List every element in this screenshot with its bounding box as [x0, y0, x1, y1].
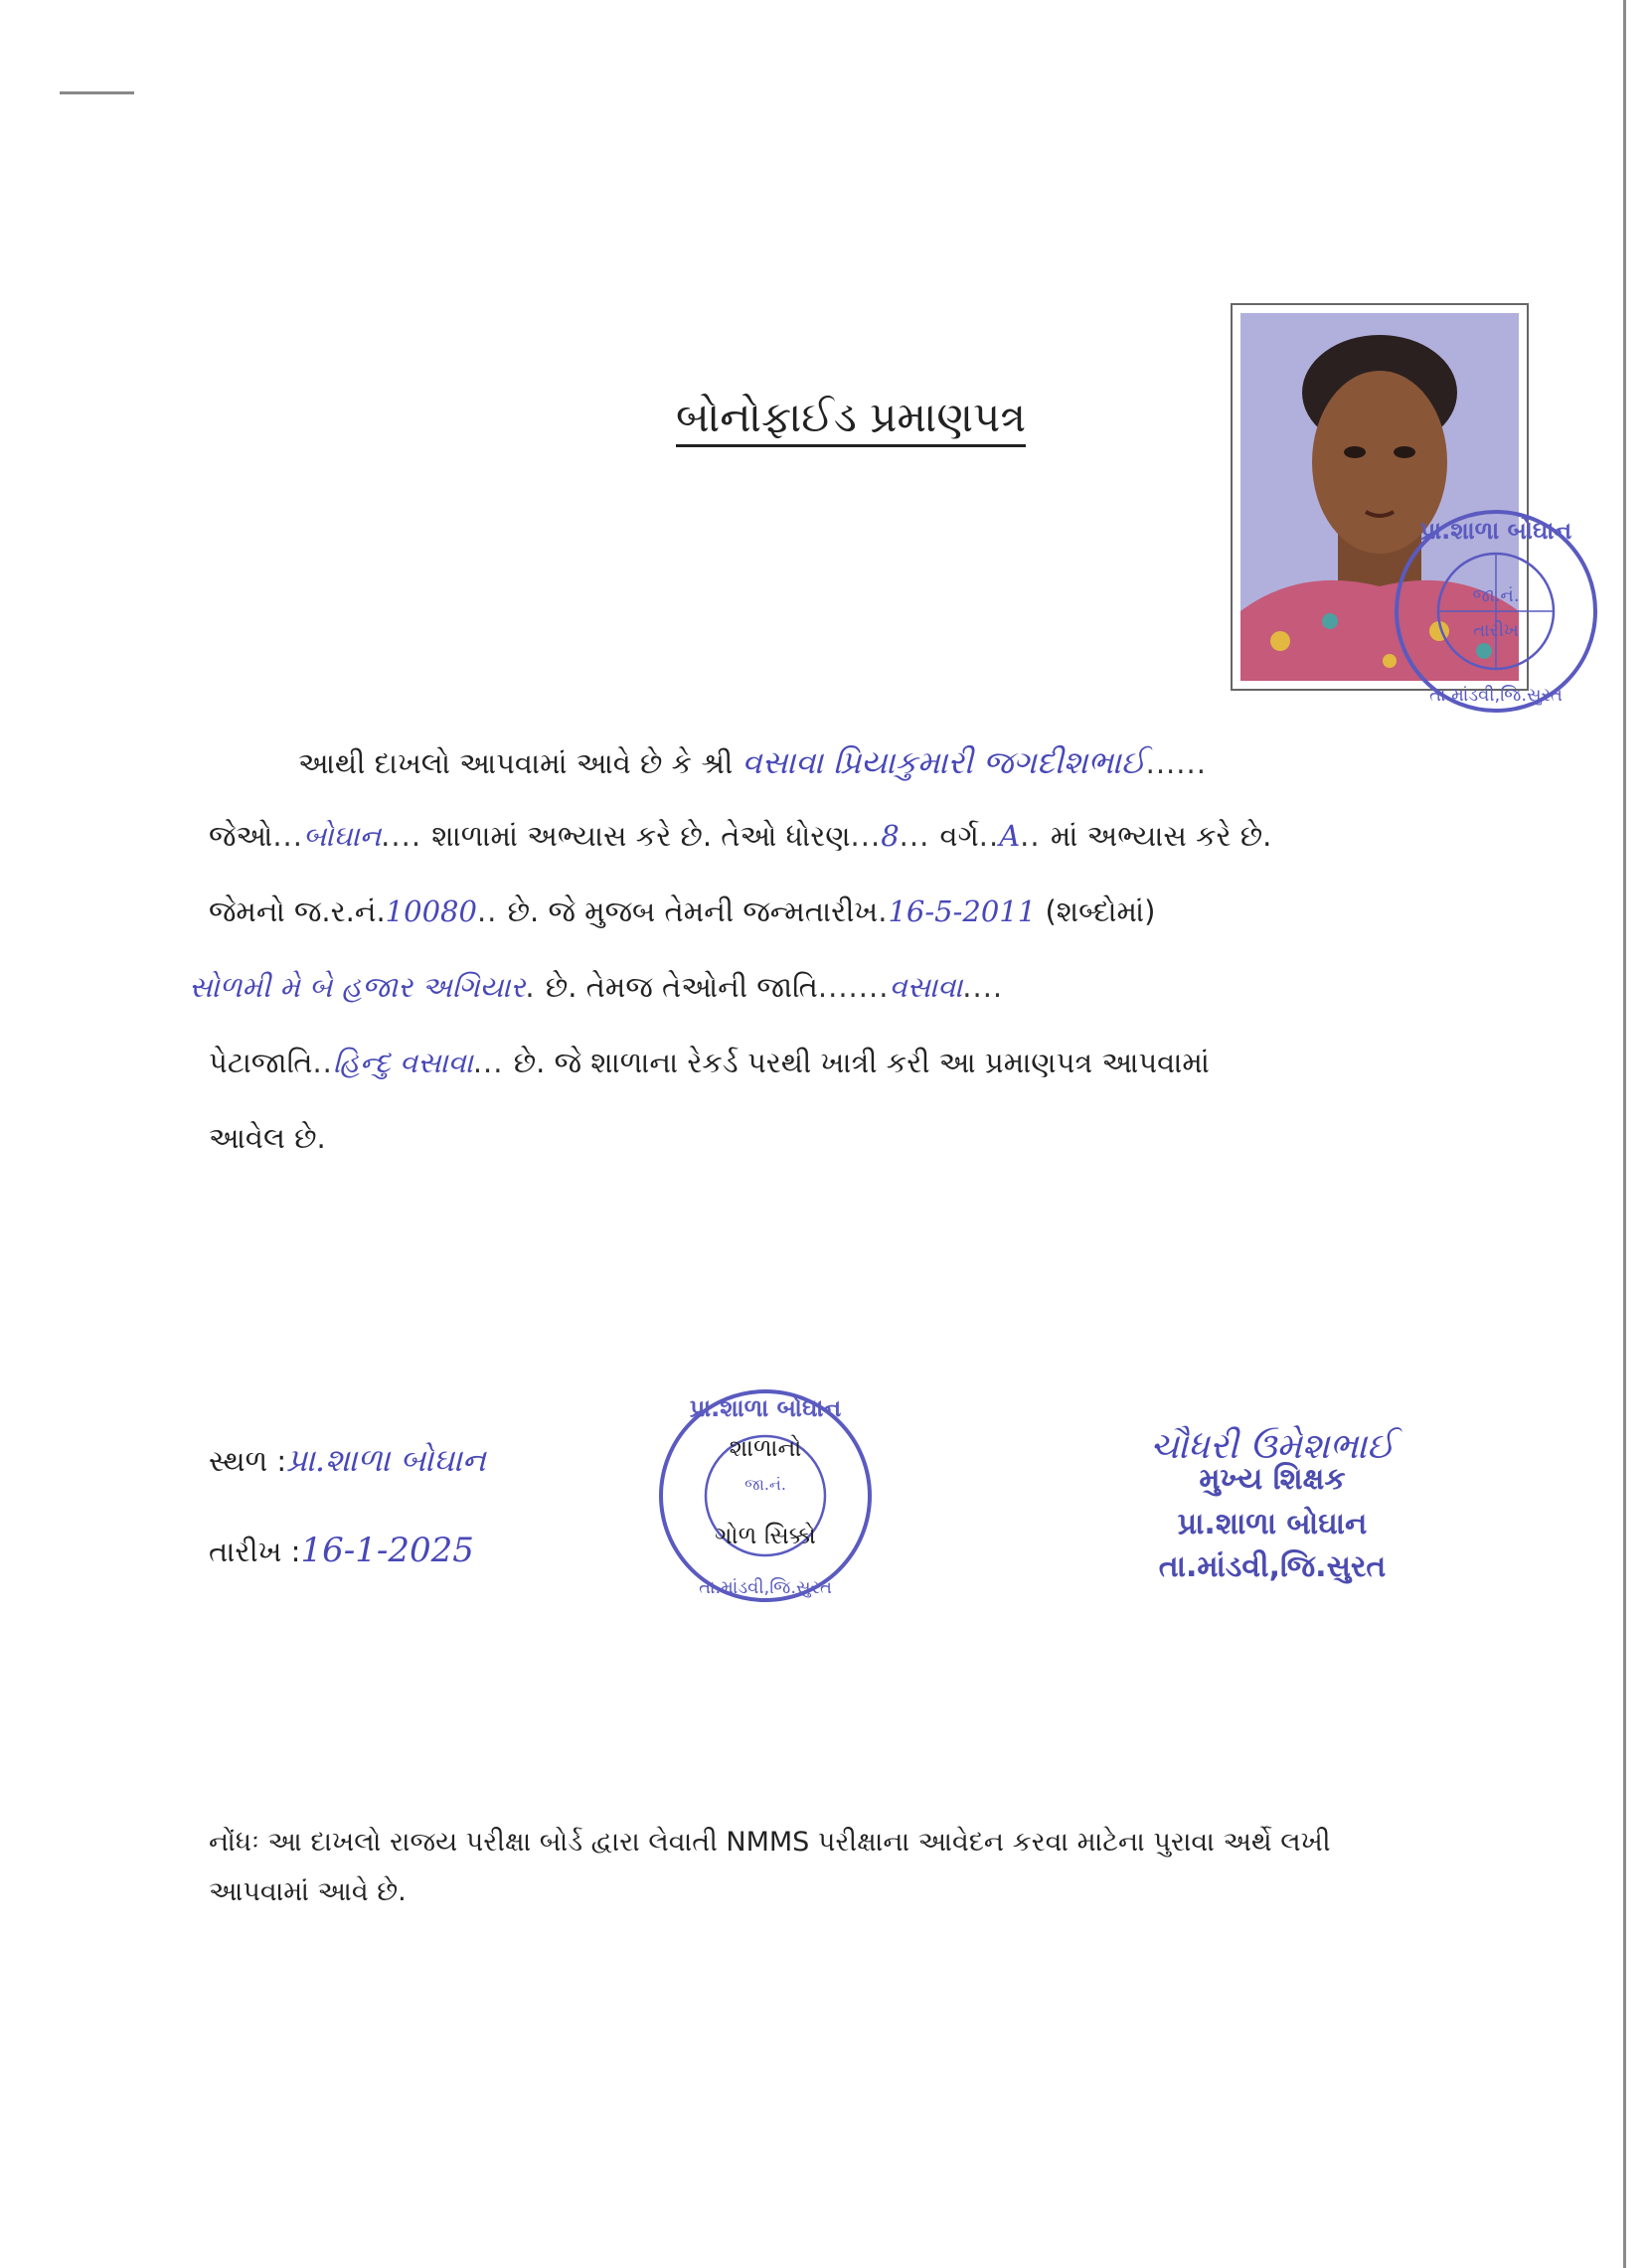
gr-number: 10080 — [385, 894, 477, 928]
seal-bottom-text: તા.માંડવી,જિ.સુરત — [699, 1577, 832, 1598]
body-line-6: આવેલ છે. — [209, 1121, 326, 1155]
place-value: પ્રા.શાળા બોઘાન — [286, 1441, 486, 1479]
date-label: તારીખ : — [209, 1535, 301, 1568]
school-round-stamp-top — [1382, 497, 1610, 726]
place-label: સ્થળ : — [209, 1444, 287, 1478]
date-value: 16-1-2025 — [300, 1531, 474, 1570]
seal-label-line2: ગોળ સિક્કો — [715, 1522, 816, 1549]
date-row — [209, 1531, 474, 1570]
seal-center-text: જા.નં. — [744, 1475, 786, 1494]
body-line-1: આથી દાખલો આપવામાં આવે છે કે શ્રી વસાવા પ્રિયાકુમારી જગદીશભાઈ...... — [298, 743, 1207, 781]
body-line-5: પેટાજાતિ..હિન્દુ વસાવા... છે. જે શાળાના રેકર્ડ પરથી ખાત્રી કરી આ પ્રમાણપત્ર આપવામાં — [209, 1046, 1210, 1079]
note-line-1: નોંધઃ આ દાખલો રાજય પરીક્ષા બોર્ડ દ્વારા લેવાતી NMMS પરીક્ષાના આવેદન કરવા માટેના પુરાવા અર્થે લખી — [209, 1827, 1331, 1858]
scan-edge — [1623, 0, 1626, 2268]
body-text: છે. જે શાળાના રેકર્ડ પરથી ખાત્રી કરી આ પ્રમાણપત્ર આપવામાં — [513, 1046, 1210, 1079]
body-text: જેઓ — [209, 819, 273, 853]
body-text: જેમનો જ.ર.નં. — [209, 894, 386, 928]
seal-label-line1: શાળાનો — [729, 1434, 802, 1462]
body-line-4: સોળમી મે બે હજાર અગિયાર. છે. તેમજ તેઓની જાતિ.......વસાવા.... — [189, 970, 1004, 1004]
stamp-bottom-text: તા.માંડવી,જિ.સુરત — [1429, 685, 1563, 706]
school-name: બોઘાન — [302, 819, 382, 853]
stamp-center-line2: તારીખ — [1473, 620, 1519, 641]
stamp-top-text: પ્રા.શાળા બોઘાન — [1419, 517, 1572, 545]
body-text: છે. તેમજ તેઓની જાતિ — [545, 970, 818, 1004]
student-name: વસાવા પ્રિયાકુમારી જગદીશભાઈ — [742, 743, 1146, 781]
sub-caste: હિન્દુ વસાવા — [332, 1046, 473, 1079]
stamp-center-line1: જા.નં. — [1472, 585, 1520, 606]
head-title: મુખ્ય શિક્ષક — [1199, 1462, 1346, 1497]
body-text: આથી દાખલો આપવામાં આવે છે કે શ્રી — [298, 746, 742, 780]
body-line-3: જેમનો જ.ર.નં.10080.. છે. જે મુજબ તેમની જન્મતારીખ.16-5-2011 (શબ્દોમાં) — [209, 894, 1156, 928]
head-teacher-block — [1093, 1426, 1451, 1584]
birth-date: 16-5-2011 — [888, 894, 1037, 928]
head-address: તા.માંડવી,જિ.સુરત — [1158, 1549, 1387, 1584]
body-text: વર્ગ — [939, 819, 979, 853]
body-text: પેટાજાતિ — [209, 1046, 313, 1079]
body-text: છે. જે મુજબ તેમની જન્મતારીખ — [507, 894, 879, 928]
birth-date-words: સોળમી મે બે હજાર અગિયાર — [189, 970, 526, 1004]
note-line-2: આપવામાં આવે છે. — [209, 1876, 407, 1907]
body-text: (શબ્દોમાં) — [1045, 894, 1156, 928]
body-line-2: જેઓ...બોઘાન.... શાળામાં અભ્યાસ કરે છે. તેઓ ધોરણ...8... વર્ગ..A.. માં અભ્યાસ કરે છે. — [209, 819, 1272, 853]
body-text: માં અભ્યાસ કરે છે. — [1050, 819, 1272, 853]
seal-top-text: પ્રા.શાળા બોઘાન — [689, 1394, 842, 1422]
certificate-title: બોનોફાઈડ પ્રમાણપત્ર — [676, 393, 1026, 447]
place-row — [209, 1441, 486, 1480]
caste: વસાવા — [889, 970, 963, 1004]
division: A — [999, 819, 1021, 853]
school-round-seal — [651, 1377, 880, 1615]
head-school: પ્રા.શાળા બોઘાન — [1177, 1507, 1368, 1541]
body-text: શાળામાં અભ્યાસ કરે છે. તેઓ ધોરણ — [431, 819, 851, 853]
standard: 8 — [881, 819, 900, 853]
scan-mark — [60, 91, 134, 94]
signature: ચૌધરી ઉમેશભાઈ — [1150, 1426, 1395, 1467]
